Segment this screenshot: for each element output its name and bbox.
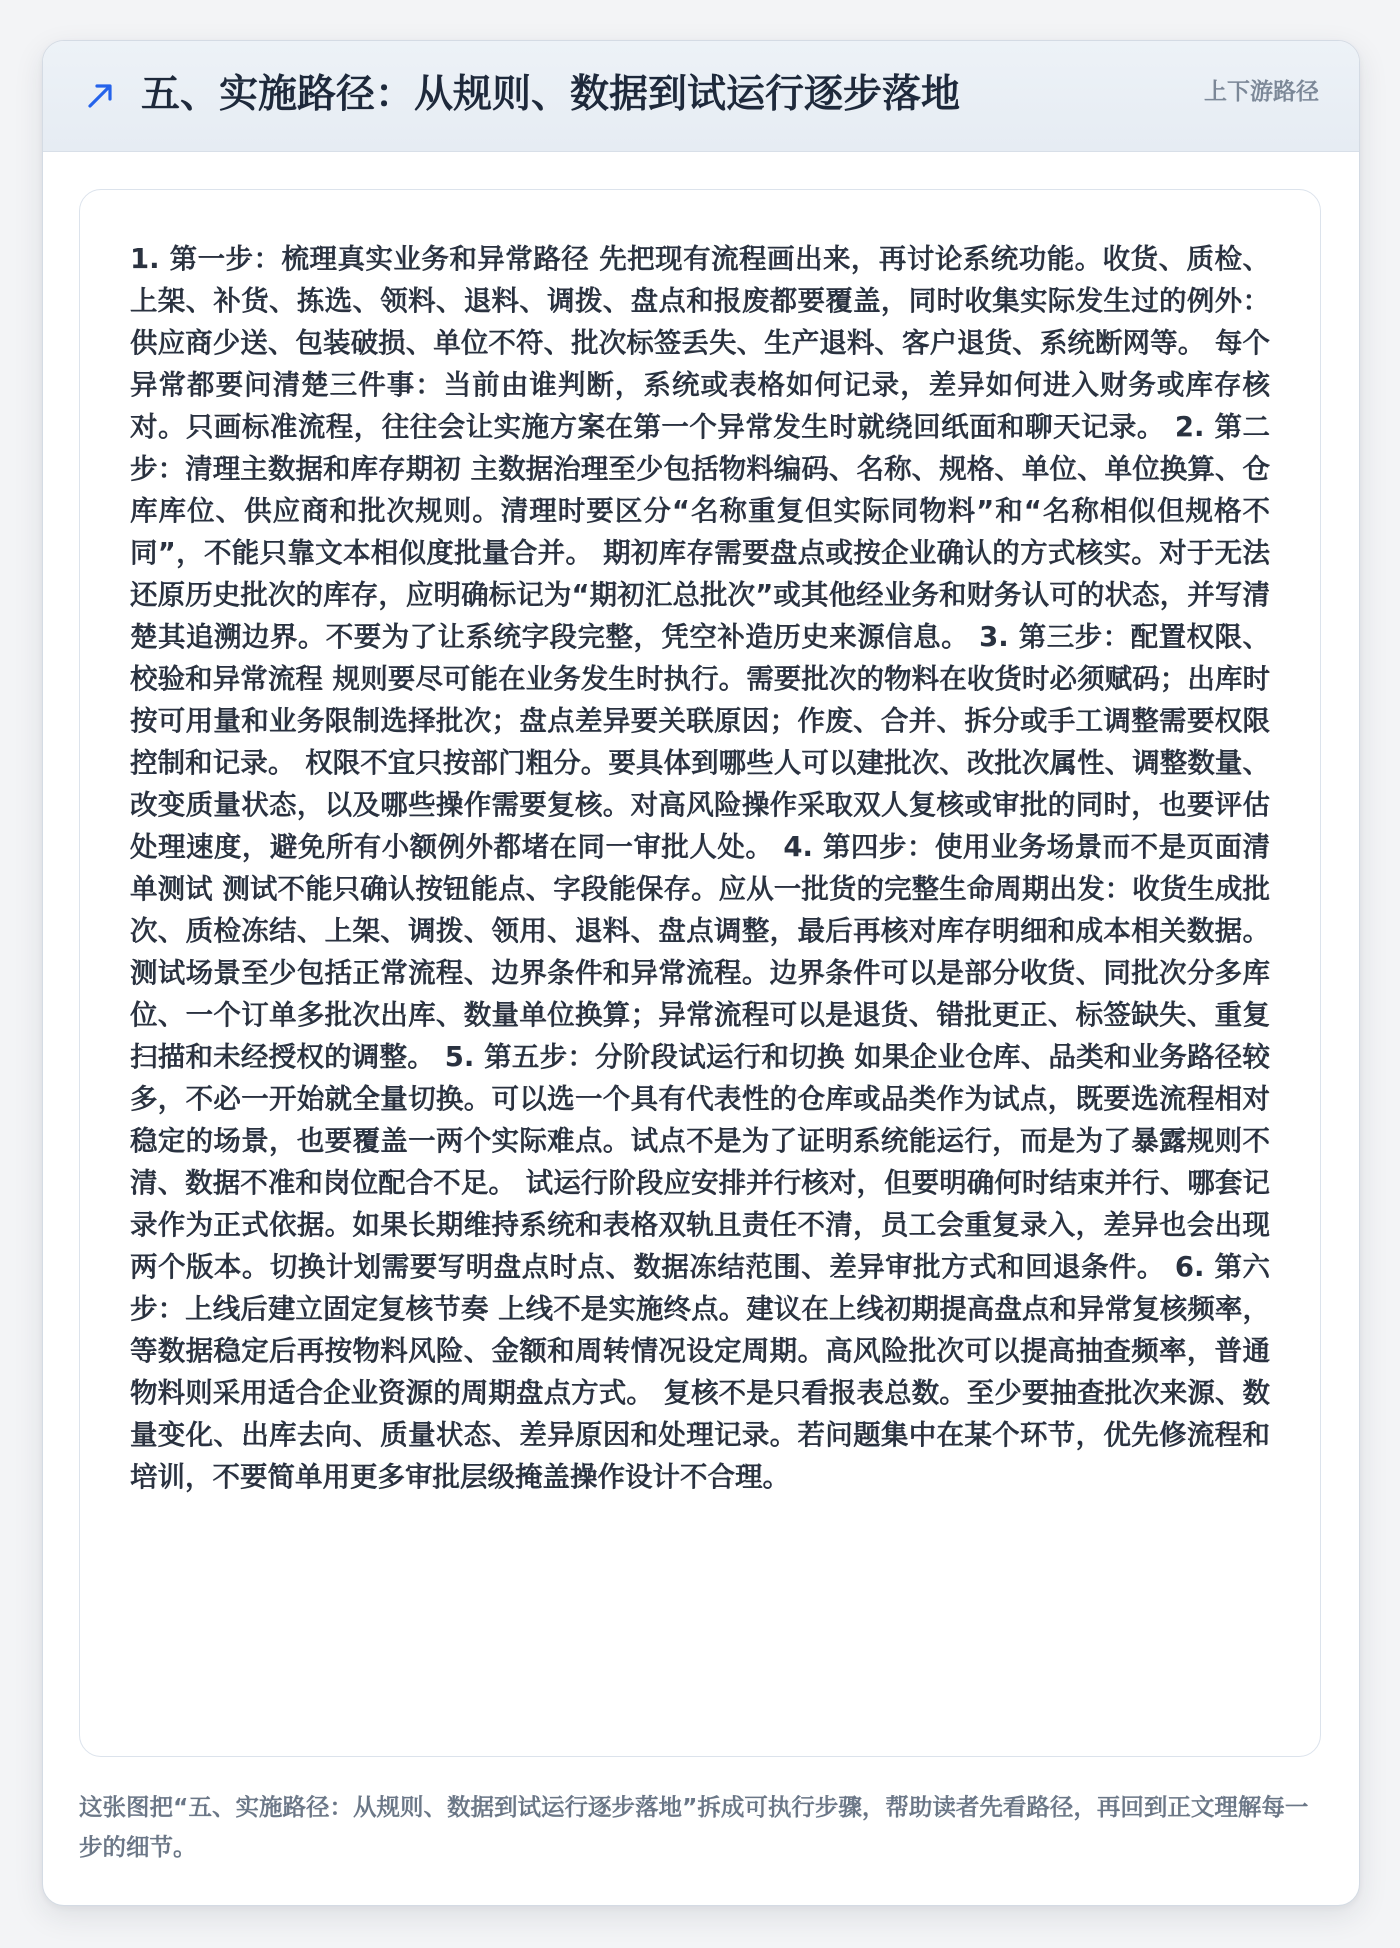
section-header [43,41,1359,152]
figure-caption: 这张图把“五、实施路径：从规则、数据到试运行逐步落地”拆成可执行步骤，帮助读者先看路径，再回到正文理解每一步的细节。 [79,1793,1309,1861]
steps-body-text: 1. 第一步：梳理真实业务和异常路径 先把现有流程画出来，再讨论系统功能。收货、质检、上架、补货、拣选、领料、退料、调拨、盘点和报废都要覆盖，同时收集实际发生过的例外：供应商少送、包装破损、单位不符、批次标签丢失、生产退料、客户退货、系统断网等。 每个异常都要问清楚三件事：当前由谁判断，系统或表格如何记录，差异如何进入财务或库存核对。只画标准流程，往往会让实施方案在第一个异常发生时就绕回纸面和聊天记录。 2. 第二步：清理主数据和库存期初 主数据治理至少包括物料编码、名称、规格、单位、单位换算、仓库库位、供应商和批次规则。清理时要区分“名称重复但实际同物料”和“名称相似但规格不同”，不能只靠文本相似度批量合并。 期初库存需要盘点或按企业确认的方式核实。对于无法还原历史批次的库存，应明确标记为“期初汇总批次”或其他经业务和财务认可的状态，并写清楚其追溯边界。不要为了让系统字段完整，凭空补造历史来源信息。 3. 第三步：配置权限、校验和异常流程 规则要尽可能在业务发生时执行。需要批次的物料在收货时必须赋码；出库时按可用量和业务限制选择批次；盘点差异要关联原因；作废、合并、拆分或手工调整需要权限控制和记录。 权限不宜只按部门粗分。要具体到哪些人可以建批次、改批次属性、调整数量、改变质量状态，以及哪些操作需要复核。对高风险操作采取双人复核或审批的同时，也要评估处理速度，避免所有小额例外都堵在同一审批人处。 4. 第四步：使用业务场景而不是页面清单测试 测试不能只确认按钮能点、字段能保存。应从一批货的完整生命周期出发：收货生成批次、质检冻结、上架、调拨、领用、退料、盘点调整，最后再核对库存明细和成本相关数据。 测试场景至少包括正常流程、边界条件和异常流程。边界条件可以是部分收货、同批次分多库位、一个订单多批次出库、数量单位换算；异常流程可以是退货、错批更正、标签缺失、重复扫描和未经授权的调整。 5. 第五步：分阶段试运行和切换 如果企业仓库、品类和业务路径较多，不必一开始就全量切换。可以选一个具有代表性的仓库或品类作为试点，既要选流程相对稳定的场景，也要覆盖一两个实际难点。试点不是为了证明系统能运行，而是为了暴露规则不清、数据不准和岗位配合不足。 试运行阶段应安排并行核对，但要明确何时结束并行、哪套记录作为正式依据。如果长期维持系统和表格双轨且责任不清，员工会重复录入，差异也会出现两个版本。切换计划需要写明盘点时点、数据冻结范围、差异审批方式和回退条件。 6. 第六步：上线后建立固定复核节奏 上线不是实施终点。建议在上线初期提高盘点和异常复核频率，等数据稳定后再按物料风险、金额和周转情况设定周期。高风险批次可以提高抽查频率，普通物料则采用适合企业资源的周期盘点方式。 复核不是只看报表总数。至少要抽查批次来源、数量变化、出库去向、质量状态、差异原因和处理记录。若问题集中在某个环节，优先修流程和培训，不要简单用更多审批层级掩盖操作设计不合理。 [130,243,1270,1493]
trend-up-arrow-icon [83,77,119,113]
content-panel [79,189,1321,1757]
section-tag: 上下游路径 [1204,79,1319,105]
section-card [42,40,1360,1906]
section-title: 五、实施路径：从规则、数据到试运行逐步落地 [141,72,961,117]
